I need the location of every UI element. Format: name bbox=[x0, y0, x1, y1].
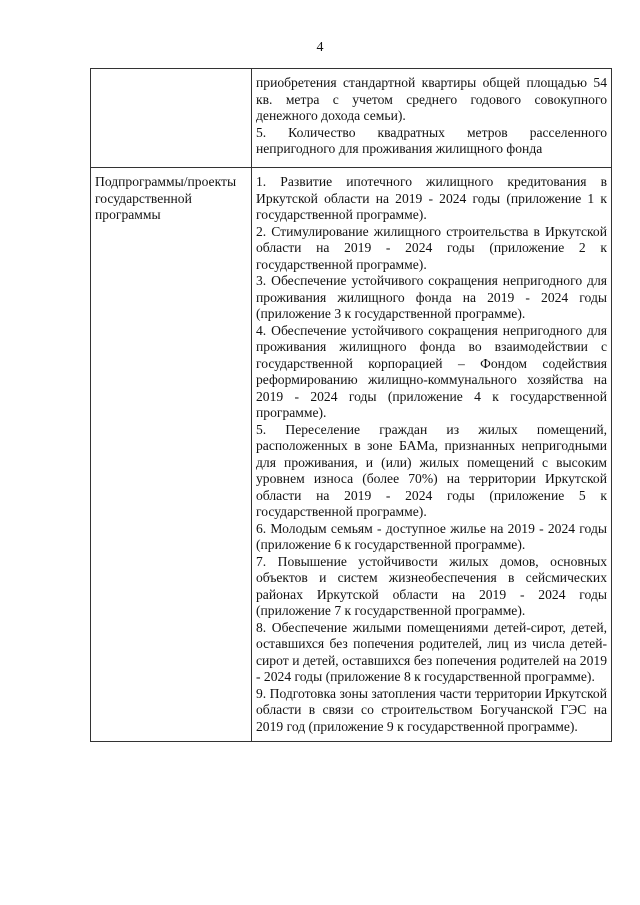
subprogram-item: 1. Развитие ипотечного жилищного кредитования в Иркутской области на 2019 - 2024 годы (приложение 1 к государственной программе). bbox=[256, 174, 607, 222]
indicator-item: 5. Количество квадратных метров расселенного непригодного для проживания жилищного фонда bbox=[256, 124, 607, 156]
table-row-indicators bbox=[91, 69, 612, 168]
subprogram-item: 4. Обеспечение устойчивого сокращения непригодного для проживания жилищного фонда во взаимодействии с государственной корпорацией – Фондом содействия реформированию жилищно-коммунального хозяйства на 2019 - 2024 годы (приложение 4 к государственной программе). bbox=[256, 322, 607, 420]
subprogram-item: 2. Стимулирование жилищного строительства в Иркутской области на 2019 - 2024 годы (приложение 2 к государственной программе). bbox=[256, 223, 607, 272]
subprograms-cell bbox=[252, 168, 612, 742]
subprogram-item: 9. Подготовка зоны затопления части территории Иркутской области в связи со строительством Богучанской ГЭС на 2019 год (приложение 9 к государственной программе). bbox=[256, 685, 607, 734]
page-number: 4 bbox=[316, 40, 324, 55]
subprogram-item: 8. Обеспечение жилыми помещениями детей-сирот, детей, оставшихся без попечения родителей, лиц из числа детей-сирот и детей, оставшихся без попечения родителей на 2019 - 2024 годы (приложение 8 к государственной программе). bbox=[256, 619, 607, 684]
subprogram-item: 5. Переселение граждан из жилых помещений, расположенных в зоне БАМа, признанных непригодными для проживания, и (или) жилых помещений с высоким уровнем износа (более 70%) на территории Иркутской области на 2019 - 2024 годы (приложение 5 к государственной программе). bbox=[256, 421, 607, 519]
indicators-cell bbox=[252, 69, 612, 168]
program-passport-table bbox=[90, 68, 612, 742]
subprogram-item: 6. Молодым семьям - доступное жилье на 2019 - 2024 годы (приложение 6 к государственной программе). bbox=[256, 520, 607, 552]
subprograms-label: Подпрограммы/проекты государственной программы bbox=[91, 168, 252, 742]
row-label-empty bbox=[91, 69, 252, 168]
subprogram-item: 3. Обеспечение устойчивого сокращения непригодного для проживания жилищного фонда на 2019 - 2024 годы (приложение 3 к государственной программе). bbox=[256, 273, 607, 321]
indicator-item: приобретения стандартной квартиры общей площадью 54 кв. метра с учетом среднего годового совокупного денежного дохода семьи). bbox=[256, 75, 607, 123]
table-row-subprograms bbox=[91, 168, 612, 742]
subprogram-item: 7. Повышение устойчивости жилых домов, основных объектов и систем жизнеобеспечения в сейсмических районах Иркутской области на 2019 - 2024 годы (приложение 7 к государственной программе). bbox=[256, 553, 607, 618]
